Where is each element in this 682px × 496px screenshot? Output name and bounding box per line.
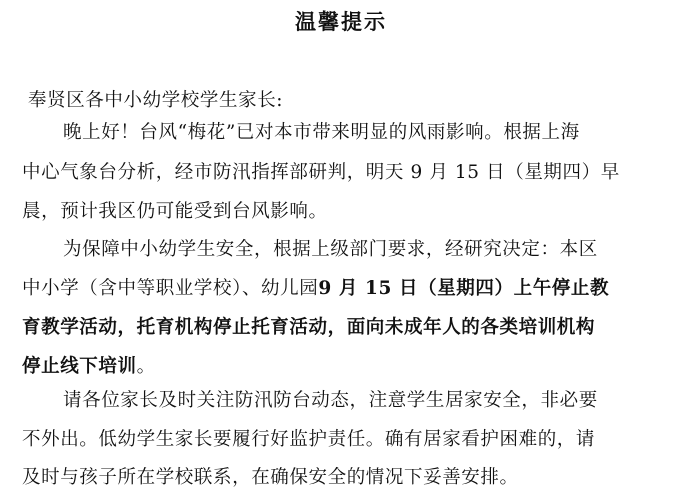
paragraph-3-line-3: 及时与孩子所在学校联系，在确保安全的情况下妥善安排。 xyxy=(22,467,519,488)
paragraph-2-line-3: 育教学活动，托育机构停止托育活动，面向未成年人的各类培训机构 xyxy=(22,317,596,338)
paragraph-3-line-1: 请各位家长及时关注防汛防台动态，注意学生居家安全，非必要 xyxy=(63,390,598,411)
paragraph-2-line-4-end: 。 xyxy=(136,356,156,377)
paragraph-2-line-4-bold: 停止线下培训 xyxy=(22,356,137,377)
salutation: 奉贤区各中小幼学校学生家长: xyxy=(28,90,284,111)
paragraph-2-line-4 xyxy=(22,355,156,379)
paragraph-1-line-2: 中心气象台分析，经市防汛指挥部研判，明天 9 月 15 日（星期四）早 xyxy=(22,162,620,183)
paragraph-2-line-2 xyxy=(22,277,609,301)
paragraph-2-line-2-normal: 中小学（含中等职业学校）、幼儿园 xyxy=(22,278,319,299)
document-title: 温馨提示 xyxy=(295,9,387,34)
paragraph-1-line-1: 晚上好！台风“梅花”已对本市带来明显的风雨影响。根据上海 xyxy=(63,122,580,143)
paragraph-2-line-1: 为保障中小幼学生安全，根据上级部门要求，经研究决定：本区 xyxy=(63,239,598,260)
paragraph-2-line-2-bold: 9 月 15 日（星期四）上午停止教 xyxy=(318,278,610,299)
paragraph-1-line-3: 晨，预计我区仍可能受到台风影响。 xyxy=(22,201,328,222)
paragraph-3-line-2: 不外出。低幼学生家长要履行好监护责任。确有居家看护困难的，请 xyxy=(22,429,596,450)
